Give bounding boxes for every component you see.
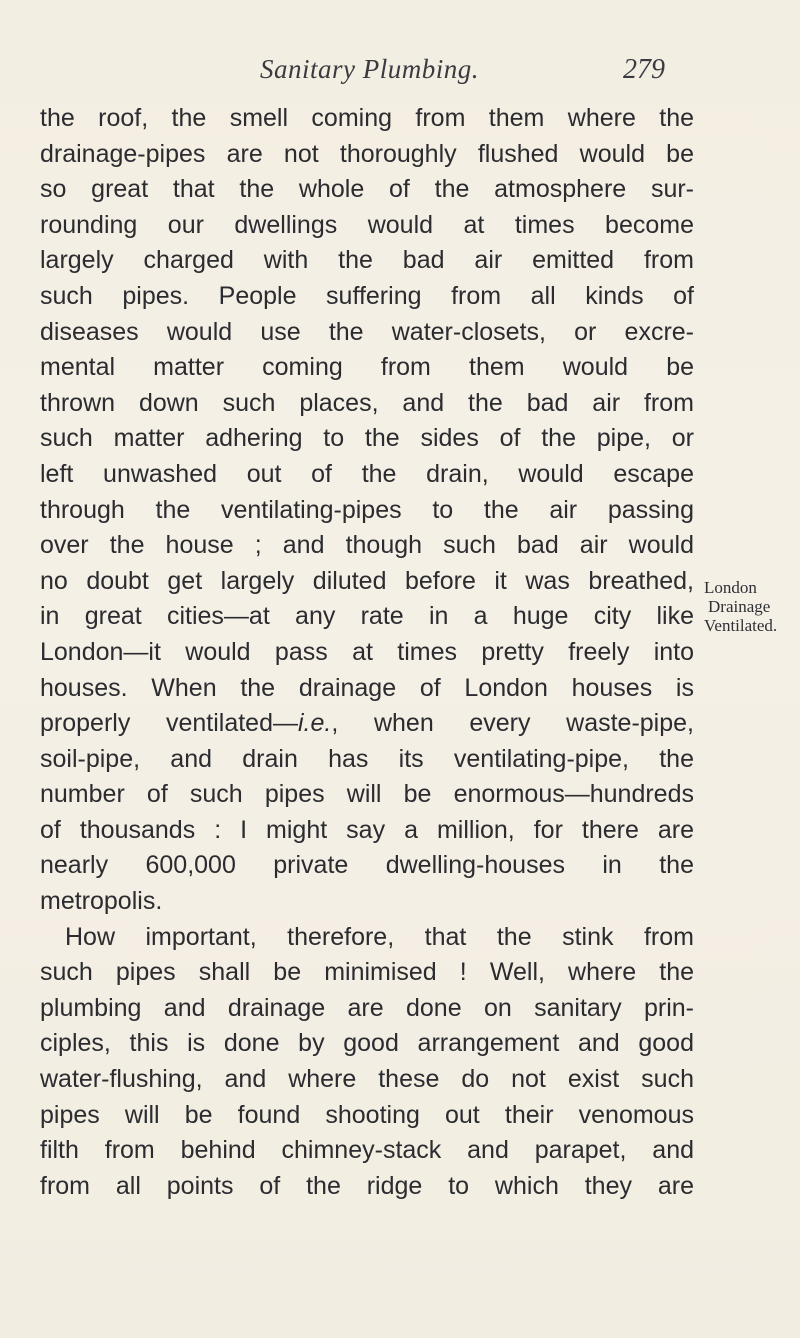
text-line: soil-pipe, and drain has its ventilating-pipe, the (40, 744, 694, 773)
running-title: Sanitary Plumbing. (260, 54, 479, 84)
text-line: water-flushing, and where these do not exist such (40, 1065, 694, 1094)
text-line: through the ventilating-pipes to the air passing (40, 495, 694, 524)
marginal-note-line: Drainage (708, 597, 771, 616)
text-line: pipes will be found shooting out their venomous (40, 1100, 694, 1129)
marginal-note-line: London (704, 578, 757, 597)
text-line: number of such pipes will be enormous—hundreds (40, 780, 694, 809)
text-line: diseases would use the water-closets, or excre- (40, 317, 694, 346)
text-line (40, 706, 694, 742)
italic-abbreviation: i.e. (298, 709, 332, 738)
text-line: such pipes shall be minimised ! Well, where the (40, 958, 694, 987)
marginal-note (704, 578, 798, 635)
text-line: mental matter coming from them would be (40, 353, 694, 382)
text-line: over the house ; and though such bad air would (40, 531, 694, 560)
text-line: ciples, this is done by good arrangement and good (40, 1029, 694, 1058)
text-line: metropolis. (40, 887, 163, 916)
text-line: largely charged with the bad air emitted from (40, 246, 694, 275)
text-line: houses. When the drainage of London houses is (40, 673, 694, 702)
text-line: left unwashed out of the drain, would escape (40, 459, 694, 488)
marginal-note-line: Ventilated. (704, 616, 778, 635)
body-text (40, 101, 694, 1204)
text-line: London—it would pass at times pretty freely into (40, 637, 694, 666)
text-line: such matter adhering to the sides of the pipe, or (40, 424, 694, 453)
text-line: so great that the whole of the atmosphere sur- (40, 175, 694, 204)
text-line: no doubt get largely diluted before it was breathed, (40, 566, 694, 595)
text-line: of thousands : I might say a million, for there are (40, 815, 694, 844)
text-line: in great cities—at any rate in a huge city like (40, 602, 694, 631)
text-line: thrown down such places, and the bad air from (40, 388, 694, 417)
text-line: from all points of the ridge to which they are (40, 1171, 694, 1200)
text-run: properly ventilated— (40, 709, 298, 738)
text-line: rounding our dwellings would at times become (40, 210, 694, 239)
text-line: filth from behind chimney-stack and parapet, and (40, 1136, 694, 1165)
text-line: drainage-pipes are not thoroughly flushed would be (40, 139, 694, 168)
text-line: such pipes. People suffering from all kinds of (40, 281, 694, 310)
text-line: plumbing and drainage are done on sanitary prin- (40, 993, 694, 1022)
running-head (0, 54, 800, 94)
text-run: , when every waste-pipe, (331, 709, 694, 738)
text-line: nearly 600,000 private dwelling-houses in the (40, 851, 694, 880)
page-number: 279 (623, 54, 665, 85)
text-line: the roof, the smell coming from them where the (40, 104, 694, 132)
text-line: How important, therefore, that the stink from (65, 922, 694, 951)
